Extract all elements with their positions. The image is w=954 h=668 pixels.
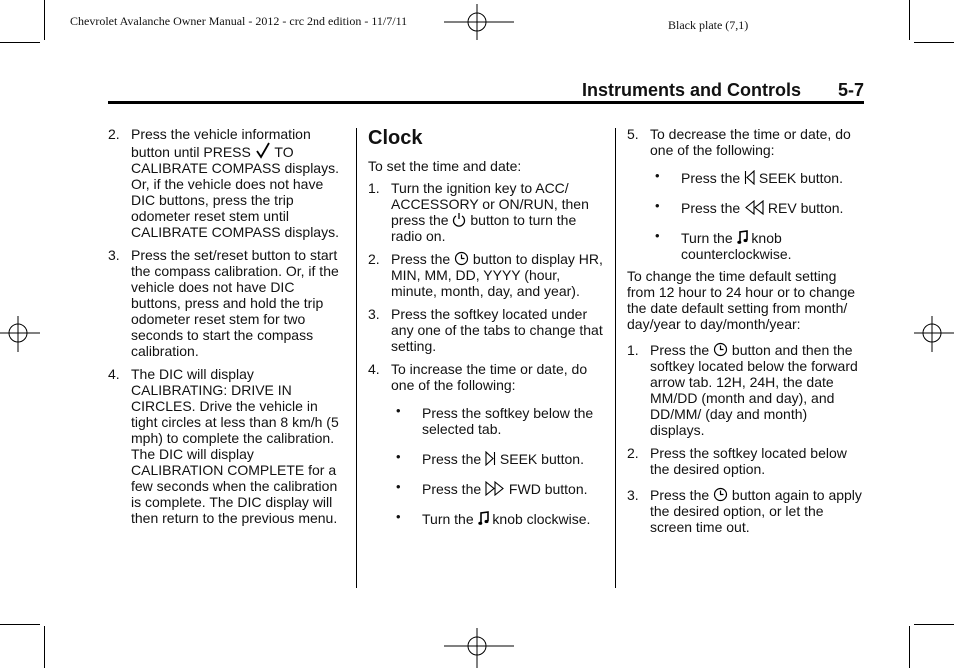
bullet-text: knob counterclockwise. — [681, 230, 792, 262]
bullet-icon: • — [655, 198, 660, 213]
list-number: 3. — [368, 306, 380, 322]
bullet-text: SEEK button. — [499, 451, 584, 467]
list-text: button to display HR, MIN, MM, DD, YYYY (hour, minute, month, day, and year). — [391, 251, 603, 299]
bullet-item — [391, 481, 604, 497]
clock-icon — [713, 487, 728, 503]
bullet-icon: • — [396, 449, 401, 464]
list-text: Press the — [391, 251, 451, 267]
registration-mark — [444, 628, 514, 668]
bullet-text: knob clockwise. — [492, 511, 591, 527]
bullet-text: Turn the — [681, 230, 733, 246]
bullet-text: Press the softkey below the selected tab. — [422, 405, 594, 437]
clock-icon — [713, 342, 728, 358]
registration-mark — [444, 4, 514, 40]
registration-mark — [914, 316, 954, 352]
list-text: Press the softkey located below the desired option. — [650, 445, 847, 477]
fwd-icon — [485, 481, 505, 497]
clock-heading: Clock — [368, 127, 423, 149]
clock-icon — [454, 251, 469, 267]
bullet-icon: • — [655, 228, 660, 243]
list-number: 2. — [108, 126, 120, 142]
bullet-icon: • — [655, 168, 660, 183]
list-number: 1. — [368, 180, 380, 196]
manual-title: Chevrolet Avalanche Owner Manual - 2012 - crc 2nd edition - 11/7/11 — [70, 14, 408, 28]
bullet-text: Turn the — [422, 511, 474, 527]
crop-mark — [44, 626, 45, 668]
crop-mark — [914, 624, 954, 625]
list-text: Press the vehicle information button until PRESS — [131, 126, 311, 160]
bullet-icon: • — [396, 509, 401, 524]
paragraph: To change the time default setting from 12 hour to 24 hour or to change the date default setting from month/ day/year to day/month/year: — [627, 268, 856, 332]
bullet-text: Press the — [681, 200, 741, 216]
list-text: TO CALIBRATE COMPASS displays. Or, if the vehicle does not have DIC buttons, press the trip odometer reset stem until CALIBRATE COMPASS displays. — [131, 144, 339, 240]
list-item — [627, 342, 863, 438]
crop-mark — [0, 624, 40, 625]
bullet-text: REV button. — [767, 200, 844, 216]
bullet-text: Press the — [422, 481, 482, 497]
column-divider — [615, 128, 616, 588]
list-item — [368, 361, 604, 393]
page-number: 5-7 — [838, 80, 865, 100]
list-text: Press the set/reset button to start the compass calibration. Or, if the vehicle does not have DIC buttons, press and hold the trip odometer reset stem for two seconds to start the compass calibration. — [131, 247, 339, 359]
bullet-item — [650, 230, 863, 262]
list-text: To increase the time or date, do one of the following: — [391, 361, 588, 393]
list-text: Press the — [650, 487, 710, 503]
crop-mark — [909, 0, 910, 40]
list-item — [108, 366, 344, 526]
list-text: button and then the softkey located below the forward arrow tab. 12H, 24H, the date MM/DD (month and day), and DD/MM/ (day and month) displays. — [650, 342, 858, 438]
power-icon — [452, 212, 466, 228]
list-text: Turn the ignition key to ACC/ ACCESSORY or ON/RUN, then press the — [391, 180, 589, 228]
rev-icon — [744, 200, 764, 216]
list-number: 2. — [627, 445, 639, 461]
list-text: To decrease the time or date, do one of the following: — [650, 126, 851, 158]
column-divider — [356, 128, 357, 588]
list-number: 2. — [368, 251, 380, 267]
bullet-icon: • — [396, 479, 401, 494]
music-note-icon — [478, 511, 489, 527]
intro-text: To set the time and date: — [368, 158, 522, 174]
crop-mark — [44, 0, 45, 40]
plate-label: Black plate (7,1) — [668, 18, 749, 32]
crop-mark — [914, 42, 954, 43]
list-item — [627, 487, 863, 535]
list-item — [368, 306, 604, 354]
bullet-text: FWD button. — [508, 481, 588, 497]
list-number: 4. — [108, 366, 120, 382]
registration-mark — [0, 316, 40, 352]
list-item — [627, 126, 863, 158]
list-text: The DIC will display CALIBRATING: DRIVE IN CIRCLES. Drive the vehicle in tight circles at less than 8 km/h (5 mph) to complete the calibration. The DIC will display CALIBRATION COMPLETE for a few seconds when the calibration is complete. The DIC display will then return to the previous menu. — [131, 366, 339, 526]
check-icon — [255, 142, 271, 160]
section-rule — [108, 101, 864, 104]
list-number: 5. — [627, 126, 639, 142]
section-title: Instruments and Controls — [582, 80, 802, 100]
list-item — [368, 251, 604, 299]
list-number: 1. — [627, 342, 639, 358]
column-3 — [627, 126, 863, 542]
bullet-text: Press the — [422, 451, 482, 467]
bullet-text: SEEK button. — [758, 170, 843, 186]
list-text: Press the softkey located under any one of the tabs to change that setting. — [391, 306, 603, 354]
list-text: Press the — [650, 342, 710, 358]
bullet-item — [391, 511, 604, 527]
crop-mark — [0, 42, 40, 43]
bullet-item — [650, 200, 863, 216]
list-item — [368, 180, 604, 244]
seek-down-icon — [744, 170, 755, 186]
list-text: button to turn the radio on. — [391, 212, 577, 244]
list-text: button again to apply the desired option, or let the screen time out. — [650, 487, 862, 535]
crop-mark — [909, 626, 910, 668]
seek-up-icon — [485, 451, 496, 467]
bullet-item — [391, 405, 604, 437]
column-1 — [108, 126, 344, 533]
bullet-text: Press the — [681, 170, 741, 186]
column-2 — [368, 124, 604, 541]
list-number: 4. — [368, 361, 380, 377]
bullet-item — [391, 451, 604, 467]
bullet-icon: • — [396, 403, 401, 418]
music-note-icon — [737, 230, 748, 246]
list-number: 3. — [627, 487, 639, 503]
list-item — [108, 247, 344, 359]
list-number: 3. — [108, 247, 120, 263]
list-item — [108, 126, 344, 240]
bullet-item — [650, 170, 863, 186]
list-item — [627, 445, 863, 477]
